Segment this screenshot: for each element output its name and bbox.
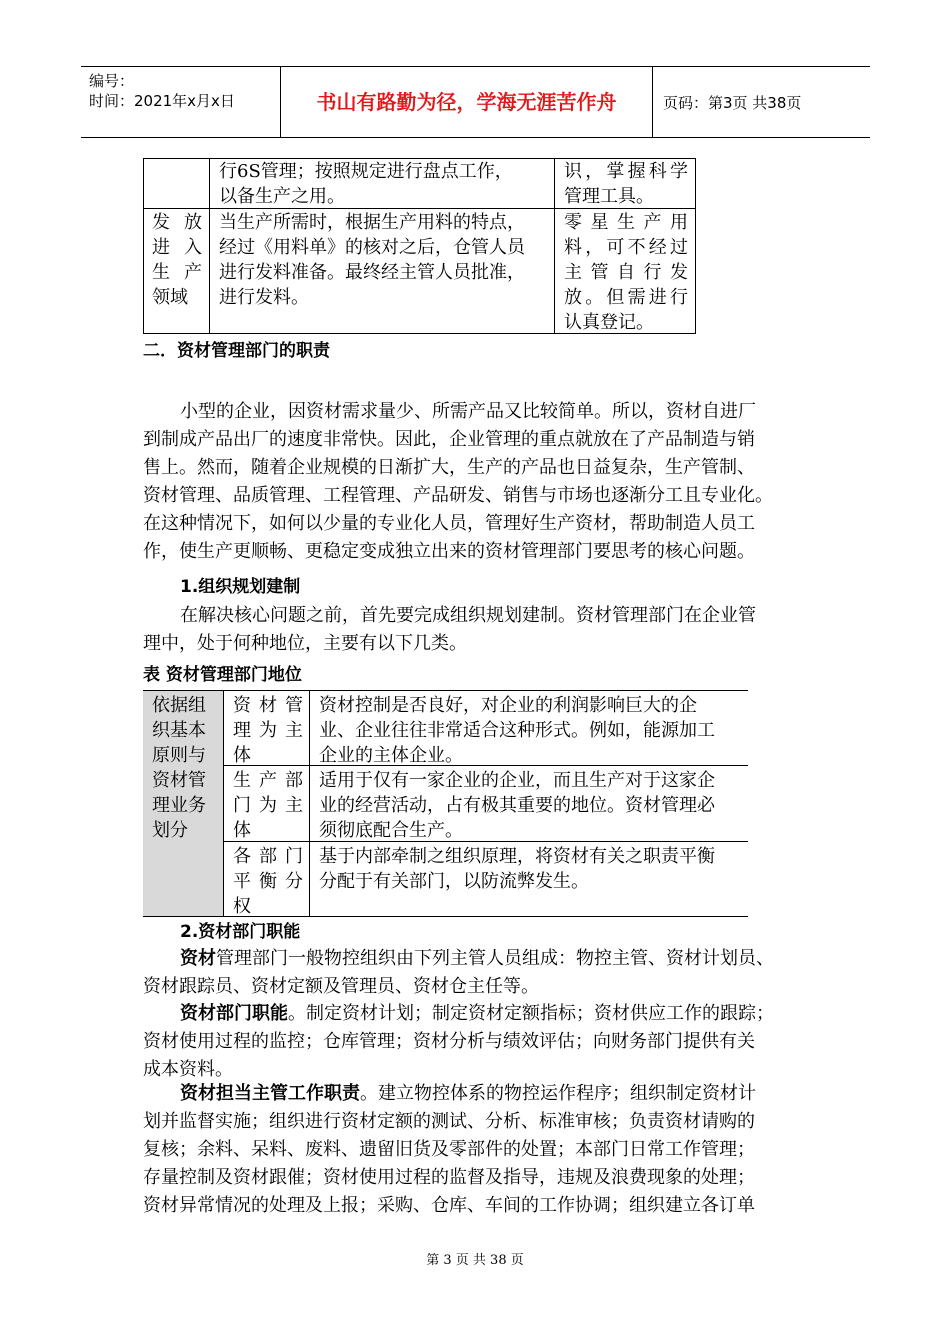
cell-line: 资材管 (233, 695, 303, 716)
cell-line: 适用于仅有一家企业的企业，而且生产对于这家企 (319, 770, 715, 791)
paragraph-line: 存量控制及资材跟催；资材使用过程的监督及指导，违规及浪费现象的处理； (143, 1167, 755, 1188)
header-page-info: 页码：第3页 共38页 (663, 94, 802, 112)
table-cell (319, 768, 739, 843)
paragraph-line: 成本资料。 (143, 1059, 233, 1080)
cell-line: 进行发料准备。最终经主管人员批准， (219, 262, 525, 283)
cell-line: 资材控制是否良好，对企业的利润影响巨大的企 (319, 695, 697, 716)
table-cell (219, 210, 549, 310)
table-cell (233, 768, 303, 843)
paragraph-line: 资材管理、品质管理、工程管理、产品研发、销售与市场也逐渐分工且专业化。 (143, 485, 773, 506)
cell-line: 零星生产用 (564, 212, 688, 233)
cell-line: 主管自行发 (564, 262, 688, 283)
cell-line: 织基本 (152, 720, 206, 741)
table-cell (319, 844, 739, 894)
table-caption: 表 资材管理部门地位 (143, 665, 302, 685)
cell-line: 料，可不经过 (564, 237, 688, 258)
subsection-title: 1.组织规划建制 (180, 577, 301, 597)
cell-line: 行6S管理；按照规定进行盘点工作， (219, 161, 513, 182)
cell-line: 进行发料。 (219, 287, 309, 308)
cell-line: 进入 (152, 237, 202, 258)
paragraph-line: 。建立物控体系的物控运作程序；组织制定资材计 (360, 1083, 756, 1104)
emphasis-text: 资材部门职能 (180, 1003, 288, 1024)
cell-line: 企业的主体企业。 (319, 745, 463, 766)
paragraph-line: 资材异常情况的处理及上报；采购、仓库、车间的工作协调；组织建立各订单 (143, 1195, 755, 1216)
cell-line: 体 (233, 820, 251, 841)
paragraph (143, 1080, 823, 1220)
cell-line: 体 (233, 745, 251, 766)
paragraph-line: 作，使生产更顺畅、更稳定变成独立出来的资材管理部门要思考的核心问题。 (143, 541, 755, 562)
table-cell (152, 210, 202, 310)
section-title: 二．资材管理部门的职责 (143, 341, 330, 361)
cell-line: 业、企业往往非常适合这种形式。例如，能源加工 (319, 720, 715, 741)
paragraph-line: 划并监督实施；组织进行资材定额的测试、分析、标准审核；负责资材请购的 (143, 1111, 755, 1132)
page-footer: 第 3 页 共 38 页 (426, 1253, 524, 1268)
cell-line: 门为主 (233, 795, 303, 816)
paragraph (143, 1000, 823, 1084)
table-cell (564, 159, 688, 209)
paragraph-line: 在解决核心问题之前，首先要完成组织规划建制。资材管理部门在企业管 (180, 605, 756, 626)
paragraph-line: 。制定资材计划；制定资材定额指标；资材供应工作的跟踪； (288, 1003, 774, 1024)
cell-line: 划分 (152, 820, 188, 841)
cell-line: 业的经营活动，占有极其重要的地位。资材管理必 (319, 795, 715, 816)
page-header (81, 66, 870, 138)
header-meta (81, 67, 281, 137)
cell-line: 放。但需进行 (564, 287, 688, 308)
header-motto: 书山有路勤为径，学海无涯苦作舟 (281, 67, 653, 137)
cell-line: 当生产所需时，根据生产用料的特点， (219, 212, 525, 233)
cell-line: 原则与 (152, 745, 206, 766)
number-label: 编号： (89, 72, 135, 90)
cell-line: 须彻底配合生产。 (319, 820, 463, 841)
paragraph-line: 资材使用过程的监控；仓库管理；资材分析与绩效评估；向财务部门提供有关 (143, 1031, 755, 1052)
table-cell (564, 210, 688, 335)
cell-line: 各部门 (233, 846, 303, 867)
table-cell (219, 159, 549, 209)
paragraph-line: 复核；余料、呆料、废料、遗留旧货及零部件的处置；本部门日常工作管理； (143, 1139, 755, 1160)
cell-line: 以备生产之用。 (219, 186, 345, 207)
department-status-table (143, 690, 748, 917)
table-cell (233, 693, 303, 768)
table-cell (152, 693, 216, 843)
table-cell (319, 693, 739, 768)
cell-line: 识，掌握科学 (564, 161, 688, 182)
emphasis-text: 资材 (180, 948, 216, 969)
paragraph (143, 945, 823, 1001)
date-label: 时间：2021年x月x日 (89, 92, 235, 110)
cell-line: 理为主 (233, 720, 303, 741)
cell-line: 认真登记。 (564, 312, 654, 333)
cell-line: 管理工具。 (564, 186, 654, 207)
cell-line: 生产部 (233, 770, 303, 791)
paragraph-line: 理中，处于何种地位，主要有以下几类。 (143, 633, 467, 654)
cell-line: 资材管 (152, 770, 206, 791)
subsection-paragraph (143, 602, 813, 658)
cell-line: 基于内部牵制之组织原理，将资材有关之职责平衡 (319, 846, 715, 867)
material-flow-table (143, 158, 696, 333)
intro-paragraph (143, 398, 813, 566)
paragraph-line: 售上。然而，随着企业规模的日渐扩大，生产的产品也日益复杂，生产管制、 (143, 457, 755, 478)
cell-line: 平衡分 (233, 871, 303, 892)
paragraph-line: 管理部门一般物控组织由下列主管人员组成：物控主管、资材计划员、 (216, 948, 774, 969)
paragraph-line: 资材跟踪员、资材定额及管理员、资材仓主任等。 (143, 976, 539, 997)
cell-line: 依据组 (152, 695, 206, 716)
table-cell (233, 844, 303, 919)
cell-line: 发放 (152, 212, 202, 233)
cell-line: 理业务 (152, 795, 206, 816)
cell-line: 领域 (152, 287, 188, 308)
cell-line: 生产 (152, 262, 202, 283)
cell-line: 权 (233, 896, 251, 917)
paragraph-line: 在这种情况下，如何以少量的专业化人员，管理好生产资材，帮助制造人员工 (143, 513, 755, 534)
subsection-title: 2.资材部门职能 (180, 922, 301, 942)
emphasis-text: 资材担当主管工作职责 (180, 1083, 360, 1104)
cell-line: 分配于有关部门，以防流弊发生。 (319, 871, 589, 892)
paragraph-line: 小型的企业，因资材需求量少、所需产品又比较简单。所以，资材自进厂 (180, 401, 756, 422)
paragraph-line: 到制成产品出厂的速度非常快。因此，企业管理的重点就放在了产品制造与销 (143, 429, 755, 450)
cell-line: 经过《用料单》的核对之后，仓管人员 (219, 237, 525, 258)
